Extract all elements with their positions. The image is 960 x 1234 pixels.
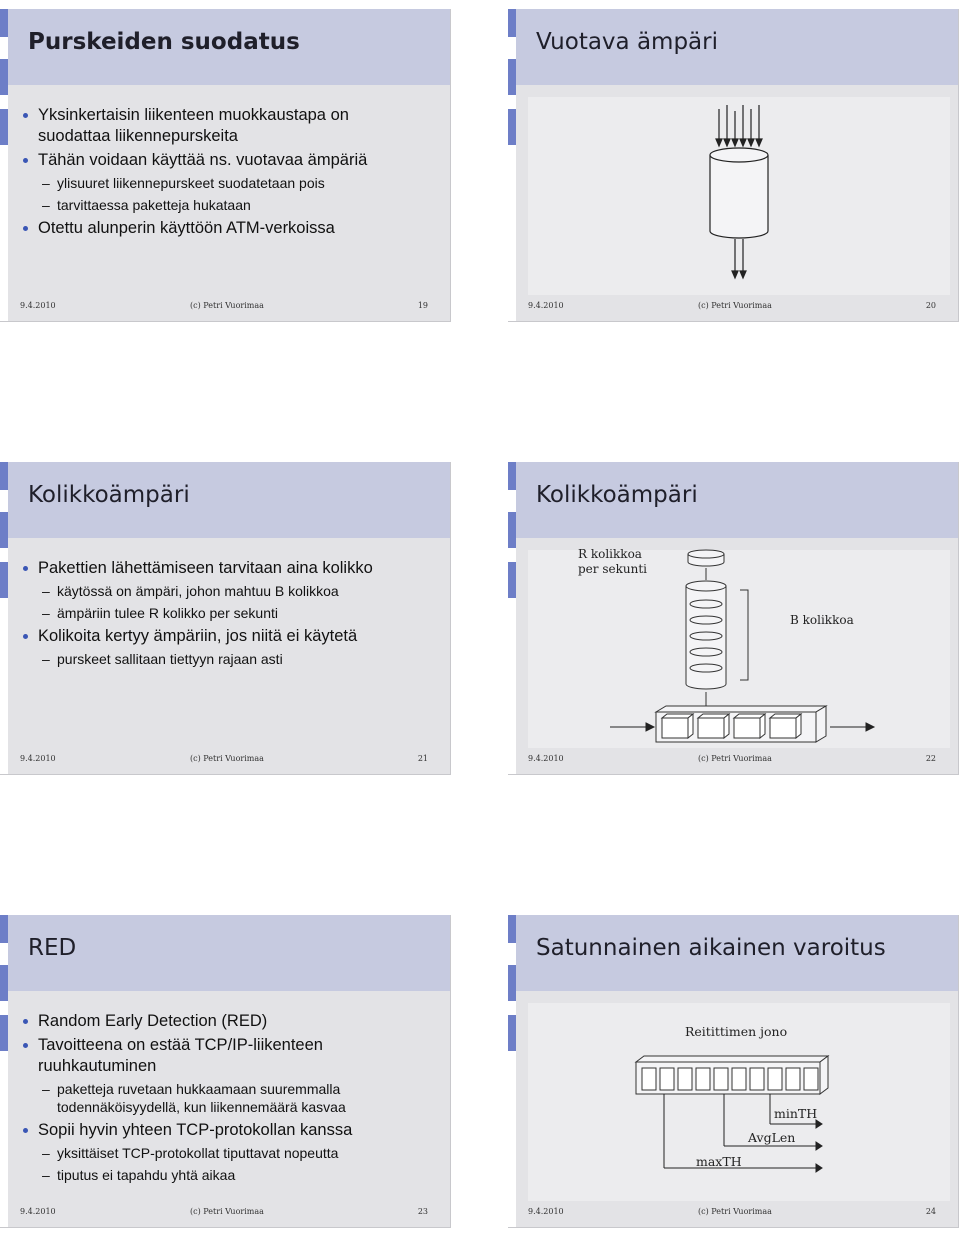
slide-number: 23	[417, 1207, 428, 1216]
max-threshold-label: maxTH	[696, 1154, 742, 1169]
side-block	[0, 562, 8, 598]
slide-footer	[0, 1207, 450, 1221]
slide-number: 21	[417, 754, 428, 763]
bullet-list	[20, 1011, 430, 1188]
footer-author: (c) Petri Vuorimaa	[698, 301, 772, 310]
sub-bullet-item: – ämpäriin tulee R kolikko per sekunti	[20, 604, 420, 622]
slide-21	[0, 462, 451, 775]
slide-title: Kolikkoämpäri	[536, 482, 698, 508]
side-block	[0, 512, 8, 548]
bucket-cylinder-icon	[710, 148, 768, 238]
slide-19	[0, 9, 451, 322]
slide-side-strip	[508, 915, 516, 1227]
slide-number: 22	[925, 754, 936, 763]
slide-number: 24	[925, 1207, 936, 1216]
footer-date: 9.4.2010	[20, 1207, 56, 1216]
bullet-list	[20, 558, 420, 672]
leaky-bucket-diagram	[698, 105, 788, 285]
bullet-list	[20, 105, 420, 242]
slide-side-strip	[508, 462, 516, 774]
side-block	[508, 59, 516, 95]
rate-label: per sekunti	[578, 562, 647, 576]
slide-footer	[508, 754, 958, 768]
footer-author: (c) Petri Vuorimaa	[190, 301, 264, 310]
sub-bullet-item: – käytössä on ämpäri, johon mahtuu B kolikkoa	[20, 582, 420, 600]
footer-date: 9.4.2010	[528, 754, 564, 763]
footer-author: (c) Petri Vuorimaa	[698, 754, 772, 763]
side-block	[508, 9, 516, 37]
bullet-item: Yksinkertaisin liikenteen muokkaustapa on suodattaa liikennepurskeita	[20, 105, 420, 147]
slide-footer	[0, 301, 450, 315]
capacity-brace	[740, 590, 748, 680]
output-arrows	[732, 239, 746, 278]
red-queue-diagram	[628, 1020, 868, 1180]
slide-side-strip	[0, 9, 8, 321]
side-block	[508, 915, 516, 943]
sub-bullet-item: – yksittäiset TCP-protokollat tiputtavat nopeutta	[20, 1144, 430, 1162]
slide-23	[0, 915, 451, 1228]
footer-date: 9.4.2010	[528, 301, 564, 310]
queue-label: Reitittimen jono	[685, 1024, 788, 1039]
footer-date: 9.4.2010	[528, 1207, 564, 1216]
slide-side-strip	[508, 9, 516, 321]
slide-24	[508, 915, 959, 1228]
bullet-item: Tavoitteena on estää TCP/IP-liikenteen ruuhkautuminen	[20, 1035, 430, 1077]
token-bucket-diagram	[568, 542, 948, 752]
bullet-item: Sopii hyvin yhteen TCP-protokollan kanssa	[20, 1120, 430, 1141]
side-block	[0, 915, 8, 943]
bullet-item: Pakettien lähettämiseen tarvitaan aina kolikko	[20, 558, 420, 579]
slide-side-strip	[0, 915, 8, 1227]
avg-length-label: AvgLen	[748, 1130, 796, 1145]
bullet-item: Otettu alunperin käyttöön ATM-verkoissa	[20, 218, 420, 239]
slide-title: Vuotava ämpäri	[536, 29, 718, 55]
side-block	[0, 965, 8, 1001]
footer-date: 9.4.2010	[20, 301, 56, 310]
rate-label: R kolikkoa	[578, 547, 642, 561]
bullet-item: Kolikoita kertyy ämpäriin, jos niitä ei käytetä	[20, 626, 420, 647]
side-block	[0, 462, 8, 490]
side-block	[508, 109, 516, 145]
sub-bullet-item: – purskeet sallitaan tiettyyn rajaan asti	[20, 650, 420, 668]
side-block	[508, 462, 516, 490]
side-block	[508, 965, 516, 1001]
slide-footer	[0, 754, 450, 768]
sub-bullet-item: – tiputus ei tapahdu yhtä aikaa	[20, 1166, 430, 1184]
slide-footer	[508, 1207, 958, 1221]
sub-bullet-item: – paketteja ruvetaan hukkaamaan suuremmalla todennäköisyydellä, kun liikennemäärä kasvaa	[20, 1080, 430, 1116]
incoming-coin-icon	[688, 550, 724, 566]
footer-author: (c) Petri Vuorimaa	[698, 1207, 772, 1216]
side-block	[0, 109, 8, 145]
slide-title: Purskeiden suodatus	[28, 29, 300, 55]
bullet-item: Random Early Detection (RED)	[20, 1011, 430, 1032]
side-block	[0, 1015, 8, 1051]
sub-bullet-item: – tarvittaessa paketteja hukataan	[20, 196, 420, 214]
side-block	[508, 512, 516, 548]
slide-title: Kolikkoämpäri	[28, 482, 190, 508]
bullet-item: Tähän voidaan käyttää ns. vuotavaa ämpäriä	[20, 150, 420, 171]
slide-side-strip	[0, 462, 8, 774]
input-arrows	[716, 105, 762, 146]
side-block	[0, 9, 8, 37]
slide-title: Satunnainen aikainen varoitus	[536, 935, 886, 961]
footer-author: (c) Petri Vuorimaa	[190, 754, 264, 763]
slide-22	[508, 462, 959, 775]
footer-author: (c) Petri Vuorimaa	[190, 1207, 264, 1216]
slide-number: 19	[417, 301, 428, 310]
bucket-coin-stack-icon	[686, 581, 726, 689]
min-threshold-label: minTH	[774, 1106, 818, 1121]
slide-20	[508, 9, 959, 322]
side-block	[0, 59, 8, 95]
slide-footer	[508, 301, 958, 315]
slide-title: RED	[28, 935, 77, 961]
footer-date: 9.4.2010	[20, 754, 56, 763]
slide-number: 20	[925, 301, 936, 310]
side-block	[508, 1015, 516, 1051]
side-block	[508, 562, 516, 598]
sub-bullet-item: – ylisuuret liikennepurskeet suodatetaan pois	[20, 174, 420, 192]
capacity-label: B kolikkoa	[790, 613, 854, 627]
